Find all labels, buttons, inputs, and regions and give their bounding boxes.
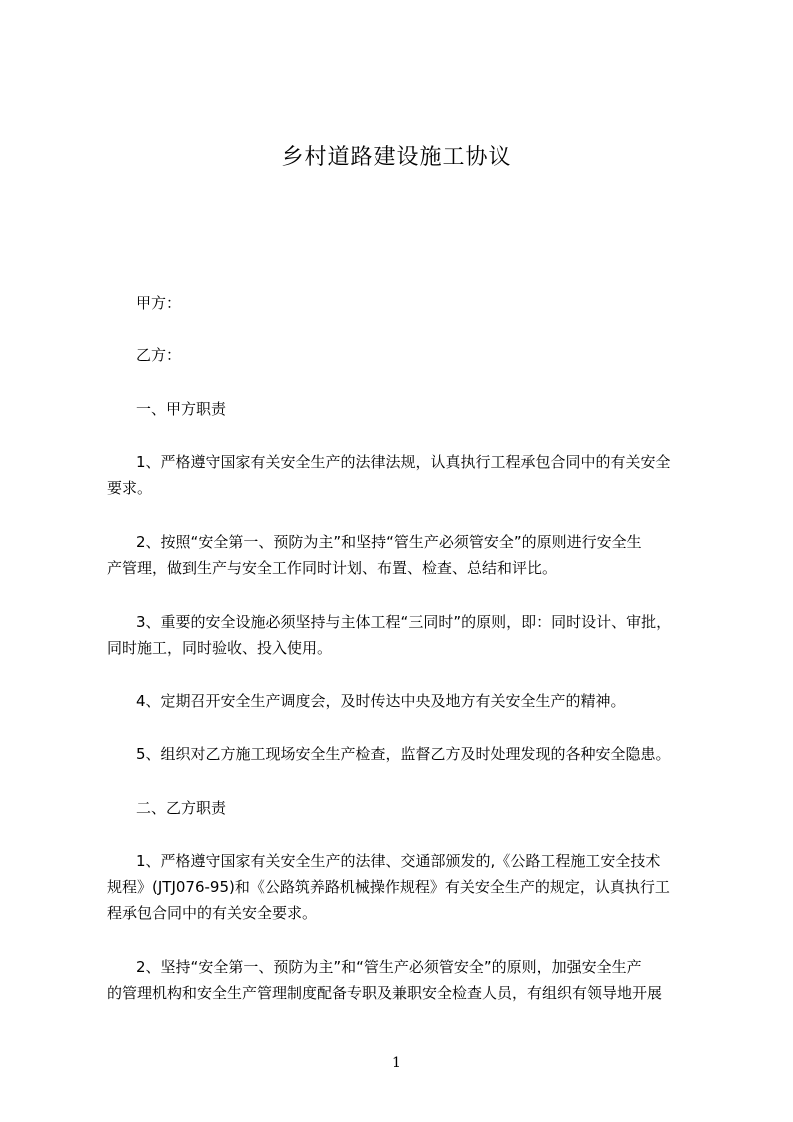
section-heading: 一、甲方职责 — [136, 400, 227, 418]
document-title: 乡村道路建设施工协议 — [281, 145, 512, 170]
page-number: 1 — [392, 1055, 401, 1071]
paragraph-line: 5、组织对乙方施工现场安全生产检查，监督乙方及时处理发现的各种安全隐患。 — [136, 745, 671, 763]
paragraph-line: 3、重要的安全设施必须坚持与主体工程“三同时”的原则，即：同时设计、审批， — [136, 613, 672, 631]
paragraph-line: 规程》(JTJ076-95)和《公路筑养路机械操作规程》有关安全生产的规定，认真执行工 — [107, 878, 670, 896]
paragraph-line: 2、按照“安全第一、预防为主”和坚持“管生产必须管安全”的原则进行安全生 — [136, 533, 642, 551]
paragraph-line: 1、严格遵守国家有关安全生产的法律、交通部颁发的,《公路工程施工安全技术 — [136, 852, 661, 870]
paragraph-line: 1、严格遵守国家有关安全生产的法律法规，认真执行工程承包合同中的有关安全 — [136, 453, 671, 471]
party-a-label: 甲方： — [136, 294, 182, 312]
paragraph-line: 的管理机构和安全生产管理制度配备专职及兼职安全检查人员，有组织有领导地开展 — [107, 984, 663, 1002]
paragraph-line: 程承包合同中的有关安全要求。 — [107, 904, 318, 922]
paragraph-line: 产管理，做到生产与安全工作同时计划、布置、检查、总结和评比。 — [107, 559, 558, 577]
paragraph-line: 2、坚持“安全第一、预防为主”和“管生产必须管安全”的原则，加强安全生产 — [136, 958, 642, 976]
paragraph-line: 4、定期召开安全生产调度会，及时传达中央及地方有关安全生产的精神。 — [136, 692, 626, 710]
section-heading: 二、乙方职责 — [136, 799, 227, 817]
party-b-label: 乙方： — [136, 346, 182, 364]
paragraph-line: 要求。 — [107, 479, 153, 497]
paragraph-line: 同时施工，同时验收、投入使用。 — [107, 639, 333, 657]
